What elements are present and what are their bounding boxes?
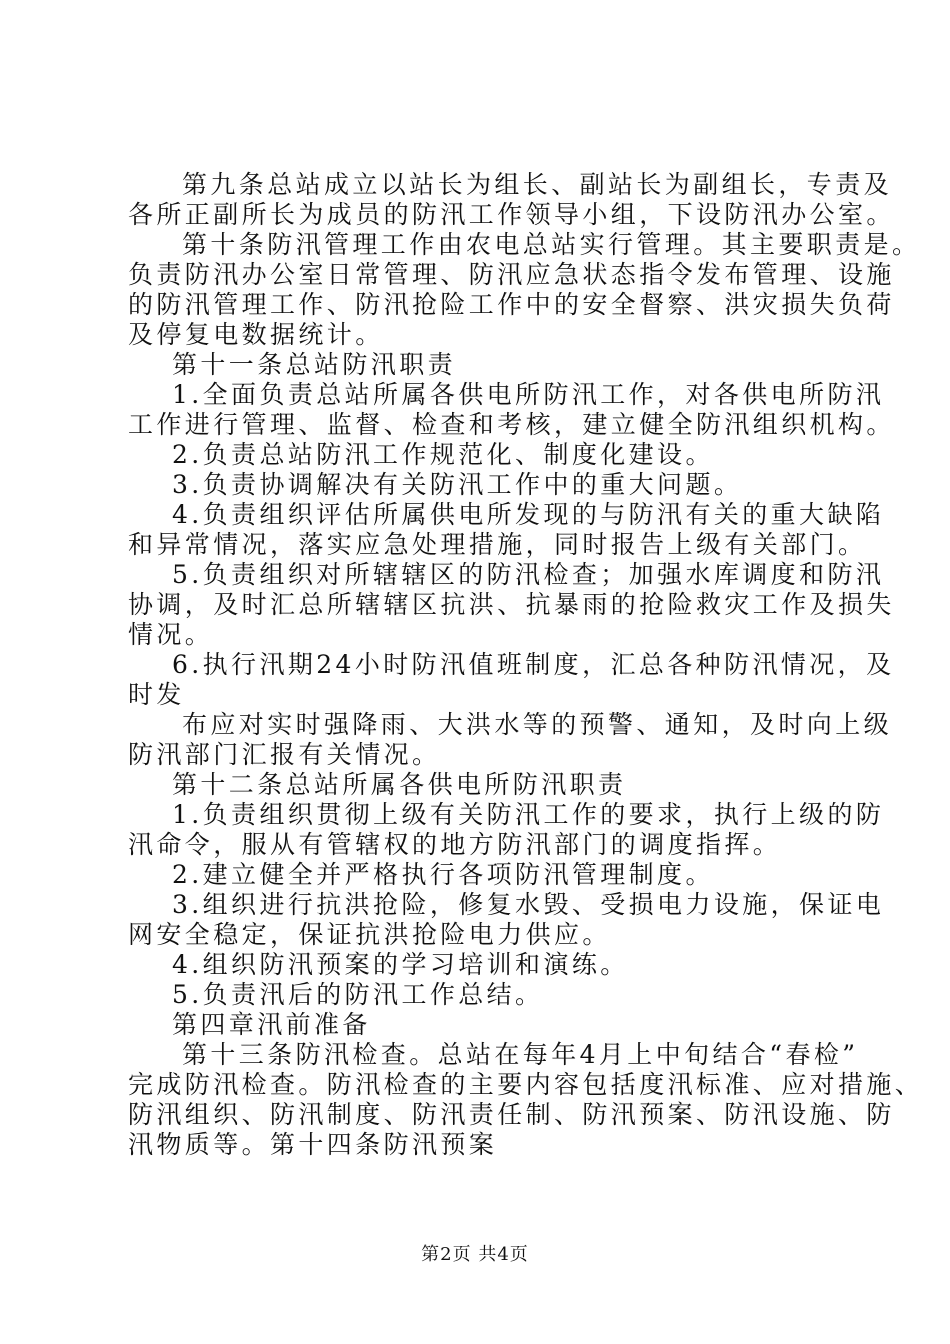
paragraph-line: 情况。 [128, 620, 214, 649]
section-heading: 第十一条总站防汛职责 [172, 350, 457, 379]
chapter-heading: 第四章汛前准备 [172, 1010, 371, 1039]
paragraph-line: 第十条防汛管理工作由农电总站实行管理。其主要职责是。 [182, 230, 921, 259]
paragraph-line: 协调，及时汇总所辖辖区抗洪、抗暴雨的抢险救灾工作及损失 [128, 590, 895, 619]
paragraph-line: 时发 [128, 680, 185, 709]
paragraph-line: 网安全稳定，保证抗洪抢险电力供应。 [128, 920, 611, 949]
paragraph-line: 3.负责协调解决有关防汛工作中的重大问题。 [172, 470, 743, 499]
document-body [128, 170, 924, 1160]
paragraph-line: 布应对实时强降雨、大洪水等的预警、通知，及时向上级 [182, 710, 893, 739]
paragraph-line: 4.负责组织评估所属供电所发现的与防汛有关的重大缺陷 [172, 500, 885, 529]
paragraph-line: 和异常情况，落实应急处理措施，同时报告上级有关部门。 [128, 530, 867, 559]
paragraph-line: 汛命令，服从有管辖权的地方防汛部门的调度指挥。 [128, 830, 782, 859]
paragraph-line: 2.负责总站防汛工作规范化、制度化建设。 [172, 440, 714, 469]
paragraph-line: 1.全面负责总站所属各供电所防汛工作，对各供电所防汛 [172, 380, 885, 409]
paragraph-line: 4.组织防汛预案的学习培训和演练。 [172, 950, 629, 979]
paragraph-line: 工作进行管理、监督、检查和考核，建立健全防汛组织机构。 [128, 410, 895, 439]
paragraph-line: 第九条总站成立以站长为组长、副站长为副组长，专责及 [182, 170, 893, 199]
paragraph-line: 各所正副所长为成员的防汛工作领导小组，下设防汛办公室。 [128, 200, 895, 229]
paragraph-line: 及停复电数据统计。 [128, 320, 384, 349]
paragraph-line: 1.负责组织贯彻上级有关防汛工作的要求，执行上级的防 [172, 800, 885, 829]
page-number: 第2页 共4页 [421, 1244, 529, 1265]
paragraph-line: 防汛组织、防汛制度、防汛责任制、防汛预案、防汛设施、防 [128, 1100, 895, 1129]
paragraph-line: 6.执行汛期24小时防汛值班制度，汇总各种防汛情况，及 [172, 650, 895, 679]
paragraph-line: 3.组织进行抗洪抢险，修复水毁、受损电力设施，保证电 [172, 890, 885, 919]
paragraph-line: 5.负责组织对所辖辖区的防汛检查；加强水库调度和防汛 [172, 560, 885, 589]
paragraph-line: 防汛部门汇报有关情况。 [128, 740, 441, 769]
paragraph-line: 5.负责汛后的防汛工作总结。 [172, 980, 544, 1009]
paragraph-line: 负责防汛办公室日常管理、防汛应急状态指令发布管理、设施 [128, 260, 895, 289]
paragraph-line: 的防汛管理工作、防汛抢险工作中的安全督察、洪灾损失负荷 [128, 290, 895, 319]
paragraph-line: 2.建立健全并严格执行各项防汛管理制度。 [172, 860, 714, 889]
paragraph-line: 汛物质等。第十四条防汛预案 [128, 1130, 498, 1159]
paragraph-line: 完成防汛检查。防汛检查的主要内容包括度汛标准、应对措施、 [128, 1070, 924, 1099]
section-heading: 第十二条总站所属各供电所防汛职责 [172, 770, 627, 799]
paragraph-line: 第十三条防汛检查。总站在每年4月上中旬结合“春检” [182, 1040, 859, 1069]
